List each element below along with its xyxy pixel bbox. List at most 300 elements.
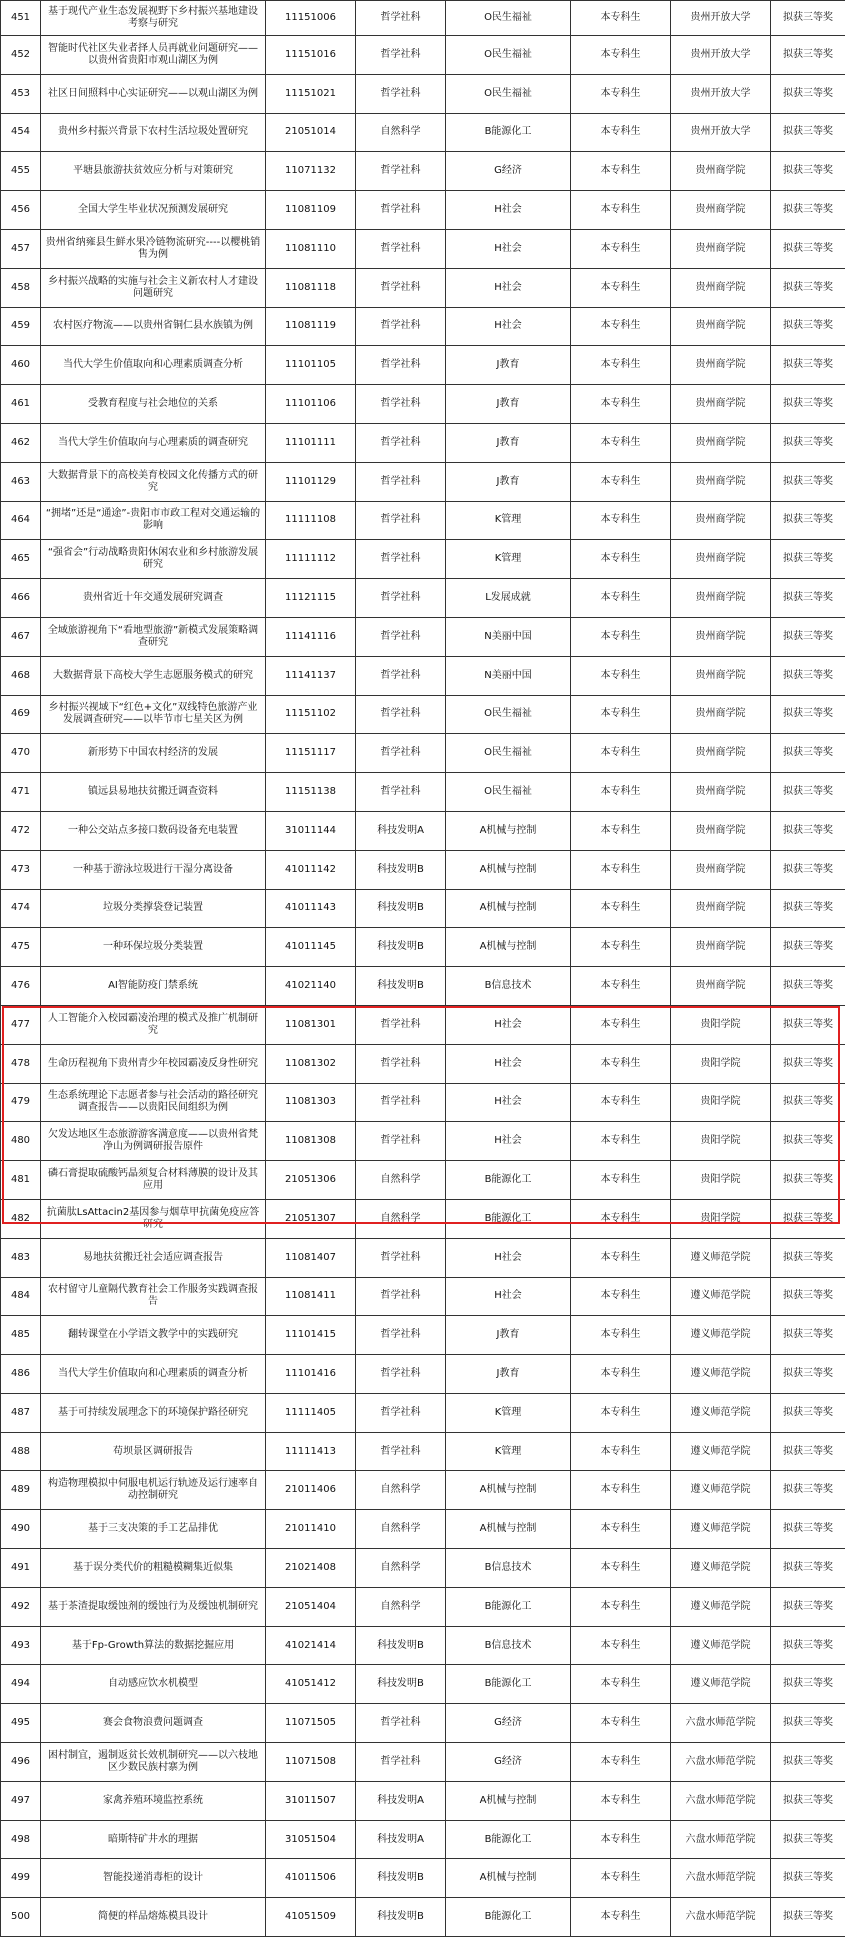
award-table-body: [1, 1, 845, 1937]
subject-cell: J教育: [446, 1355, 571, 1394]
row-number-cell: 489: [1, 1471, 41, 1510]
project-code-cell: 11151138: [266, 773, 356, 812]
row-number-cell: 495: [1, 1704, 41, 1743]
school-cell: 贵州商学院: [671, 423, 771, 462]
school-cell: 遵义师范学院: [671, 1510, 771, 1549]
table-row: [1, 36, 845, 75]
project-code-cell: 21051306: [266, 1161, 356, 1200]
table-row: [1, 734, 845, 773]
table-row: [1, 773, 845, 812]
school-cell: 遵义师范学院: [671, 1355, 771, 1394]
subject-cell: B信息技术: [446, 967, 571, 1006]
school-cell: 贵州商学院: [671, 307, 771, 346]
level-cell: 本专科生: [571, 617, 671, 656]
category-cell: 哲学社科: [356, 346, 446, 385]
project-code-cell: 11081411: [266, 1277, 356, 1316]
table-row: [1, 1238, 845, 1277]
award-cell: 拟获三等奖: [771, 1549, 845, 1588]
level-cell: 本专科生: [571, 229, 671, 268]
school-cell: 遵义师范学院: [671, 1587, 771, 1626]
project-title-cell: 磷石膏提取硫酸钙晶须复合材料薄膜的设计及其应用: [41, 1161, 266, 1200]
school-cell: 贵州商学院: [671, 617, 771, 656]
table-row: [1, 113, 845, 152]
table-row: [1, 928, 845, 967]
category-cell: 科技发明B: [356, 1898, 446, 1937]
subject-cell: N美丽中国: [446, 656, 571, 695]
award-cell: 拟获三等奖: [771, 1781, 845, 1820]
project-title-cell: 生态系统理论下志愿者参与社会活动的路径研究调查报告——以贵阳民间组织为例: [41, 1083, 266, 1122]
project-title-cell: 大数据背景下的高校美育校园文化传播方式的研究: [41, 462, 266, 501]
project-code-cell: 11151117: [266, 734, 356, 773]
award-cell: 拟获三等奖: [771, 1238, 845, 1277]
table-row: [1, 1820, 845, 1859]
project-title-cell: 贵州省纳雍县生鲜水果冷链物流研究----以樱桃销售为例: [41, 229, 266, 268]
table-row: [1, 1, 845, 36]
award-cell: 拟获三等奖: [771, 1859, 845, 1898]
subject-cell: H社会: [446, 1122, 571, 1161]
award-cell: 拟获三等奖: [771, 811, 845, 850]
project-title-cell: 简便的样品熔炼模具设计: [41, 1898, 266, 1937]
award-cell: 拟获三等奖: [771, 967, 845, 1006]
project-title-cell: 新形势下中国农村经济的发展: [41, 734, 266, 773]
category-cell: 自然科学: [356, 1199, 446, 1238]
award-cell: 拟获三等奖: [771, 152, 845, 191]
school-cell: 遵义师范学院: [671, 1471, 771, 1510]
subject-cell: A机械与控制: [446, 928, 571, 967]
row-number-cell: 488: [1, 1432, 41, 1471]
row-number-cell: 458: [1, 268, 41, 307]
category-cell: 哲学社科: [356, 617, 446, 656]
table-row: [1, 1393, 845, 1432]
school-cell: 遵义师范学院: [671, 1432, 771, 1471]
award-cell: 拟获三等奖: [771, 1626, 845, 1665]
subject-cell: K管理: [446, 501, 571, 540]
category-cell: 科技发明B: [356, 928, 446, 967]
row-number-cell: 490: [1, 1510, 41, 1549]
category-cell: 哲学社科: [356, 1277, 446, 1316]
project-title-cell: 基于可持续发展理念下的环境保护路径研究: [41, 1393, 266, 1432]
level-cell: 本专科生: [571, 1393, 671, 1432]
category-cell: 科技发明A: [356, 1781, 446, 1820]
project-title-cell: 苟坝景区调研报告: [41, 1432, 266, 1471]
project-code-cell: 31051504: [266, 1820, 356, 1859]
row-number-cell: 456: [1, 191, 41, 230]
school-cell: 贵州开放大学: [671, 74, 771, 113]
award-cell: 拟获三等奖: [771, 928, 845, 967]
row-number-cell: 454: [1, 113, 41, 152]
level-cell: 本专科生: [571, 1704, 671, 1743]
school-cell: 贵州商学院: [671, 152, 771, 191]
level-cell: 本专科生: [571, 1781, 671, 1820]
subject-cell: O民生福祉: [446, 734, 571, 773]
project-code-cell: 11081407: [266, 1238, 356, 1277]
level-cell: 本专科生: [571, 191, 671, 230]
subject-cell: A机械与控制: [446, 850, 571, 889]
project-title-cell: 困村制宜，遏制返贫长效机制研究——以六枝地区少数民族村寨为例: [41, 1743, 266, 1782]
level-cell: 本专科生: [571, 1238, 671, 1277]
award-cell: 拟获三等奖: [771, 1510, 845, 1549]
subject-cell: G经济: [446, 152, 571, 191]
level-cell: 本专科生: [571, 385, 671, 424]
school-cell: 贵阳学院: [671, 1161, 771, 1200]
project-code-cell: 11101415: [266, 1316, 356, 1355]
project-title-cell: 基于误分类代价的粗糙模糊集近似集: [41, 1549, 266, 1588]
category-cell: 哲学社科: [356, 1, 446, 36]
project-title-cell: 平塘县旅游扶贫效应分析与对策研究: [41, 152, 266, 191]
project-code-cell: 11121115: [266, 579, 356, 618]
level-cell: 本专科生: [571, 1626, 671, 1665]
category-cell: 自然科学: [356, 1471, 446, 1510]
level-cell: 本专科生: [571, 811, 671, 850]
project-code-cell: 21011410: [266, 1510, 356, 1549]
project-title-cell: 农村医疗物流——以贵州省铜仁县水族镇为例: [41, 307, 266, 346]
award-cell: 拟获三等奖: [771, 1005, 845, 1044]
subject-cell: B能源化工: [446, 1898, 571, 1937]
project-title-cell: AI智能防疫门禁系统: [41, 967, 266, 1006]
level-cell: 本专科生: [571, 36, 671, 75]
school-cell: 六盘水师范学院: [671, 1743, 771, 1782]
school-cell: 贵州商学院: [671, 889, 771, 928]
category-cell: 哲学社科: [356, 1432, 446, 1471]
school-cell: 遵义师范学院: [671, 1393, 771, 1432]
project-title-cell: 一种环保垃圾分类装置: [41, 928, 266, 967]
row-number-cell: 477: [1, 1005, 41, 1044]
award-cell: 拟获三等奖: [771, 656, 845, 695]
project-title-cell: 抗菌肽LsAttacin2基因参与烟草甲抗菌免疫应答研究: [41, 1199, 266, 1238]
subject-cell: A机械与控制: [446, 1471, 571, 1510]
row-number-cell: 499: [1, 1859, 41, 1898]
project-title-cell: 智能时代社区失业者择人员再就业问题研究——以贵州省贵阳市观山湖区为例: [41, 36, 266, 75]
row-number-cell: 491: [1, 1549, 41, 1588]
level-cell: 本专科生: [571, 695, 671, 734]
project-code-cell: 21051307: [266, 1199, 356, 1238]
project-title-cell: 全国大学生毕业状况预测发展研究: [41, 191, 266, 230]
project-title-cell: 基于Fp-Growth算法的数据挖掘应用: [41, 1626, 266, 1665]
level-cell: 本专科生: [571, 540, 671, 579]
subject-cell: A机械与控制: [446, 1859, 571, 1898]
category-cell: 哲学社科: [356, 307, 446, 346]
row-number-cell: 476: [1, 967, 41, 1006]
school-cell: 遵义师范学院: [671, 1665, 771, 1704]
school-cell: 贵州开放大学: [671, 113, 771, 152]
row-number-cell: 468: [1, 656, 41, 695]
project-code-cell: 11111108: [266, 501, 356, 540]
school-cell: 贵州商学院: [671, 501, 771, 540]
project-code-cell: 31011144: [266, 811, 356, 850]
row-number-cell: 475: [1, 928, 41, 967]
school-cell: 贵州开放大学: [671, 36, 771, 75]
table-row: [1, 1199, 845, 1238]
table-row: [1, 1781, 845, 1820]
award-cell: 拟获三等奖: [771, 1199, 845, 1238]
subject-cell: B能源化工: [446, 1665, 571, 1704]
project-title-cell: 欠发达地区生态旅游游客满意度——以贵州省梵净山为例调研报告原件: [41, 1122, 266, 1161]
project-code-cell: 41011145: [266, 928, 356, 967]
award-cell: 拟获三等奖: [771, 1393, 845, 1432]
category-cell: 哲学社科: [356, 385, 446, 424]
school-cell: 贵州商学院: [671, 191, 771, 230]
award-cell: 拟获三等奖: [771, 1471, 845, 1510]
table-row: [1, 229, 845, 268]
subject-cell: H社会: [446, 1238, 571, 1277]
table-row: [1, 1083, 845, 1122]
school-cell: 六盘水师范学院: [671, 1781, 771, 1820]
project-code-cell: 11151102: [266, 695, 356, 734]
subject-cell: H社会: [446, 1005, 571, 1044]
school-cell: 六盘水师范学院: [671, 1704, 771, 1743]
project-code-cell: 11081308: [266, 1122, 356, 1161]
project-code-cell: 11071505: [266, 1704, 356, 1743]
category-cell: 哲学社科: [356, 734, 446, 773]
award-cell: 拟获三等奖: [771, 1704, 845, 1743]
subject-cell: B能源化工: [446, 1199, 571, 1238]
school-cell: 贵州商学院: [671, 462, 771, 501]
row-number-cell: 455: [1, 152, 41, 191]
category-cell: 哲学社科: [356, 1355, 446, 1394]
award-cell: 拟获三等奖: [771, 191, 845, 230]
row-number-cell: 453: [1, 74, 41, 113]
row-number-cell: 496: [1, 1743, 41, 1782]
subject-cell: H社会: [446, 268, 571, 307]
table-row: [1, 152, 845, 191]
school-cell: 贵州商学院: [671, 385, 771, 424]
category-cell: 哲学社科: [356, 695, 446, 734]
project-code-cell: 11081303: [266, 1083, 356, 1122]
project-title-cell: 构造物理模拟中伺服电机运行轨迹及运行速率自动控制研究: [41, 1471, 266, 1510]
project-title-cell: 暗斯特矿井水的理据: [41, 1820, 266, 1859]
subject-cell: H社会: [446, 1083, 571, 1122]
category-cell: 自然科学: [356, 1161, 446, 1200]
project-code-cell: 11111112: [266, 540, 356, 579]
table-row: [1, 385, 845, 424]
row-number-cell: 500: [1, 1898, 41, 1937]
project-code-cell: 11151006: [266, 1, 356, 36]
subject-cell: J教育: [446, 385, 571, 424]
award-cell: 拟获三等奖: [771, 1898, 845, 1937]
row-number-cell: 483: [1, 1238, 41, 1277]
category-cell: 科技发明B: [356, 967, 446, 1006]
school-cell: 贵州商学院: [671, 811, 771, 850]
category-cell: 哲学社科: [356, 1393, 446, 1432]
project-code-cell: 11141137: [266, 656, 356, 695]
table-row: [1, 1277, 845, 1316]
project-code-cell: 21011406: [266, 1471, 356, 1510]
project-title-cell: 基于茶渣提取缓蚀剂的缓蚀行为及缓蚀机制研究: [41, 1587, 266, 1626]
level-cell: 本专科生: [571, 462, 671, 501]
school-cell: 贵州商学院: [671, 695, 771, 734]
school-cell: 贵阳学院: [671, 1122, 771, 1161]
school-cell: 贵州商学院: [671, 850, 771, 889]
award-cell: 拟获三等奖: [771, 1083, 845, 1122]
award-cell: 拟获三等奖: [771, 385, 845, 424]
table-row: [1, 850, 845, 889]
category-cell: 哲学社科: [356, 229, 446, 268]
award-cell: 拟获三等奖: [771, 1665, 845, 1704]
table-row: [1, 423, 845, 462]
award-cell: 拟获三等奖: [771, 773, 845, 812]
school-cell: 六盘水师范学院: [671, 1820, 771, 1859]
table-row: [1, 1587, 845, 1626]
level-cell: 本专科生: [571, 1820, 671, 1859]
level-cell: 本专科生: [571, 1665, 671, 1704]
table-row: [1, 1316, 845, 1355]
table-row: [1, 191, 845, 230]
subject-cell: G经济: [446, 1743, 571, 1782]
row-number-cell: 486: [1, 1355, 41, 1394]
category-cell: 哲学社科: [356, 1122, 446, 1161]
subject-cell: H社会: [446, 191, 571, 230]
subject-cell: A机械与控制: [446, 811, 571, 850]
level-cell: 本专科生: [571, 1471, 671, 1510]
project-title-cell: 垃圾分类撑袋登记装置: [41, 889, 266, 928]
award-cell: 拟获三等奖: [771, 1044, 845, 1083]
project-code-cell: 11081110: [266, 229, 356, 268]
award-cell: 拟获三等奖: [771, 423, 845, 462]
school-cell: 贵州商学院: [671, 656, 771, 695]
row-number-cell: 494: [1, 1665, 41, 1704]
category-cell: 哲学社科: [356, 1704, 446, 1743]
project-code-cell: 41051509: [266, 1898, 356, 1937]
level-cell: 本专科生: [571, 1277, 671, 1316]
project-code-cell: 11111405: [266, 1393, 356, 1432]
row-number-cell: 474: [1, 889, 41, 928]
level-cell: 本专科生: [571, 1005, 671, 1044]
level-cell: 本专科生: [571, 1, 671, 36]
award-cell: 拟获三等奖: [771, 540, 845, 579]
category-cell: 自然科学: [356, 1510, 446, 1549]
school-cell: 贵阳学院: [671, 1083, 771, 1122]
table-row: [1, 656, 845, 695]
row-number-cell: 465: [1, 540, 41, 579]
subject-cell: O民生福祉: [446, 695, 571, 734]
level-cell: 本专科生: [571, 113, 671, 152]
row-number-cell: 481: [1, 1161, 41, 1200]
subject-cell: A机械与控制: [446, 1781, 571, 1820]
project-code-cell: 11151016: [266, 36, 356, 75]
award-cell: 拟获三等奖: [771, 1277, 845, 1316]
school-cell: 六盘水师范学院: [671, 1859, 771, 1898]
category-cell: 哲学社科: [356, 191, 446, 230]
project-title-cell: 当代大学生价值取向和心理素质的调查分析: [41, 1355, 266, 1394]
project-title-cell: 社区日间照料中心实证研究——以观山湖区为例: [41, 74, 266, 113]
project-title-cell: 贵州省近十年交通发展研究调查: [41, 579, 266, 618]
subject-cell: H社会: [446, 307, 571, 346]
category-cell: 哲学社科: [356, 656, 446, 695]
row-number-cell: 479: [1, 1083, 41, 1122]
award-cell: 拟获三等奖: [771, 113, 845, 152]
level-cell: 本专科生: [571, 501, 671, 540]
award-cell: 拟获三等奖: [771, 889, 845, 928]
award-cell: 拟获三等奖: [771, 617, 845, 656]
row-number-cell: 467: [1, 617, 41, 656]
row-number-cell: 460: [1, 346, 41, 385]
category-cell: 哲学社科: [356, 540, 446, 579]
table-row: [1, 811, 845, 850]
table-row: [1, 1626, 845, 1665]
project-title-cell: 基于现代产业生态发展视野下乡村振兴基地建设考察与研究: [41, 1, 266, 36]
subject-cell: O民生福祉: [446, 36, 571, 75]
table-row: [1, 695, 845, 734]
category-cell: 哲学社科: [356, 462, 446, 501]
project-title-cell: 全域旅游视角下“看地型旅游”新模式发展策略调查研究: [41, 617, 266, 656]
subject-cell: O民生福祉: [446, 74, 571, 113]
row-number-cell: 459: [1, 307, 41, 346]
category-cell: 哲学社科: [356, 1044, 446, 1083]
category-cell: 科技发明B: [356, 1626, 446, 1665]
row-number-cell: 498: [1, 1820, 41, 1859]
category-cell: 哲学社科: [356, 1083, 446, 1122]
project-code-cell: 41021414: [266, 1626, 356, 1665]
table-row: [1, 1743, 845, 1782]
row-number-cell: 487: [1, 1393, 41, 1432]
award-cell: 拟获三等奖: [771, 501, 845, 540]
project-code-cell: 11071132: [266, 152, 356, 191]
level-cell: 本专科生: [571, 152, 671, 191]
row-number-cell: 480: [1, 1122, 41, 1161]
table-row: [1, 889, 845, 928]
level-cell: 本专科生: [571, 928, 671, 967]
project-title-cell: 当代大学生价值取向与心理素质的调查研究: [41, 423, 266, 462]
level-cell: 本专科生: [571, 579, 671, 618]
row-number-cell: 471: [1, 773, 41, 812]
project-code-cell: 11081301: [266, 1005, 356, 1044]
school-cell: 贵州商学院: [671, 773, 771, 812]
project-code-cell: 11101129: [266, 462, 356, 501]
project-title-cell: 农村留守儿童隔代教育社会工作服务实践调查报告: [41, 1277, 266, 1316]
row-number-cell: 484: [1, 1277, 41, 1316]
category-cell: 科技发明A: [356, 811, 446, 850]
project-code-cell: 11071508: [266, 1743, 356, 1782]
category-cell: 自然科学: [356, 113, 446, 152]
category-cell: 自然科学: [356, 1587, 446, 1626]
project-code-cell: 31011507: [266, 1781, 356, 1820]
project-code-cell: 11101111: [266, 423, 356, 462]
project-title-cell: 易地扶贫搬迁社会适应调查报告: [41, 1238, 266, 1277]
project-title-cell: 受教育程度与社会地位的关系: [41, 385, 266, 424]
subject-cell: O民生福祉: [446, 773, 571, 812]
school-cell: 贵州商学院: [671, 734, 771, 773]
subject-cell: J教育: [446, 346, 571, 385]
subject-cell: B能源化工: [446, 1161, 571, 1200]
level-cell: 本专科生: [571, 656, 671, 695]
school-cell: 贵阳学院: [671, 1044, 771, 1083]
table-row: [1, 1471, 845, 1510]
table-row: [1, 1044, 845, 1083]
school-cell: 遵义师范学院: [671, 1549, 771, 1588]
row-number-cell: 469: [1, 695, 41, 734]
project-title-cell: 乡村振兴视域下“红色+文化”双线特色旅游产业发展调查研究——以毕节市七星关区为例: [41, 695, 266, 734]
table-row: [1, 1704, 845, 1743]
row-number-cell: 466: [1, 579, 41, 618]
school-cell: 贵阳学院: [671, 1199, 771, 1238]
category-cell: 哲学社科: [356, 423, 446, 462]
level-cell: 本专科生: [571, 307, 671, 346]
category-cell: 哲学社科: [356, 1316, 446, 1355]
category-cell: 科技发明B: [356, 850, 446, 889]
project-code-cell: 21021408: [266, 1549, 356, 1588]
project-title-cell: “强省会”行动战略贵阳休闲农业和乡村旅游发展研究: [41, 540, 266, 579]
award-cell: 拟获三等奖: [771, 268, 845, 307]
award-cell: 拟获三等奖: [771, 734, 845, 773]
project-title-cell: 翻转课堂在小学语文教学中的实践研究: [41, 1316, 266, 1355]
row-number-cell: 464: [1, 501, 41, 540]
row-number-cell: 485: [1, 1316, 41, 1355]
category-cell: 自然科学: [356, 1549, 446, 1588]
level-cell: 本专科生: [571, 734, 671, 773]
row-number-cell: 457: [1, 229, 41, 268]
project-code-cell: 11141116: [266, 617, 356, 656]
level-cell: 本专科生: [571, 1044, 671, 1083]
